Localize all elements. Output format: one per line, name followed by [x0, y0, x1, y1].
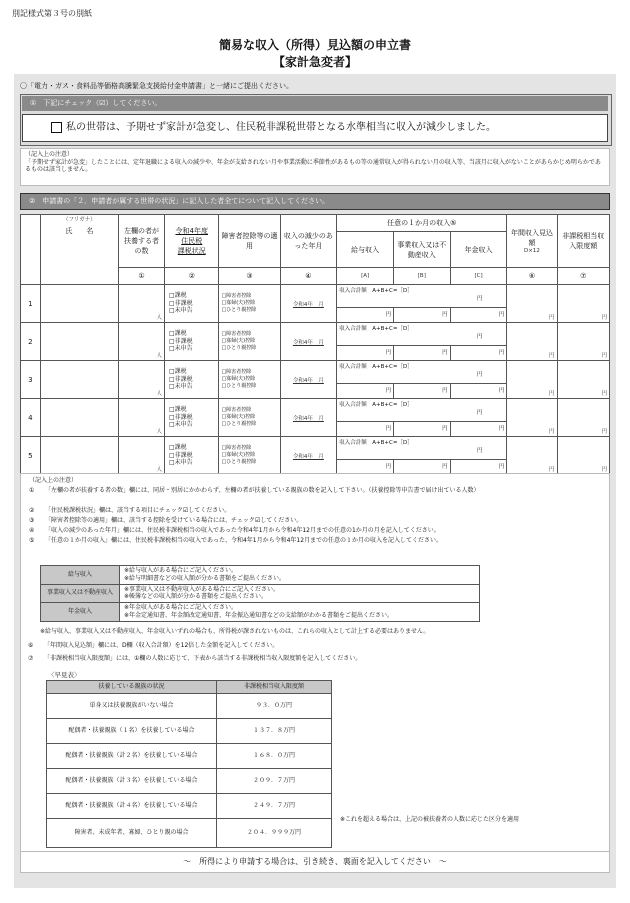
decrease-month-input[interactable]: 令和4年 月	[280, 323, 337, 361]
limit-input[interactable]: 円	[557, 361, 609, 399]
people-unit: 人	[156, 467, 162, 473]
people-unit: 人	[156, 353, 162, 359]
col-a: [A]	[337, 268, 394, 285]
note-item-1: ① 「左欄の者が扶養する者の数」欄には、同居・別居にかかわらず、左欄の者が扶養している親族の数を記入して下さい。（扶養控除等申告書で届け出ている人数）	[29, 487, 480, 494]
pension-header: 年金収入	[450, 232, 507, 268]
salary-header: 給与収入	[337, 232, 394, 268]
tax-status-options[interactable]: □課税 □非課税 □未申告	[164, 437, 219, 475]
row-number: 5	[21, 437, 41, 475]
dependents-input[interactable]	[119, 437, 165, 475]
circ-7: ⑦	[557, 268, 609, 285]
income-type-desc: ※給与収入がある場合にご記入ください。 ※給与明細書などの収入額が分かる書類をご提出ください。	[120, 566, 480, 585]
section1-statement-box	[22, 114, 608, 142]
quick-table-title: 〈早見表〉	[48, 671, 81, 679]
circ-6: ⑥	[507, 268, 557, 285]
income-total-label: 収入合計額 A+B+C=［D］	[339, 325, 413, 332]
people-unit: 人	[156, 391, 162, 397]
deduction-header: 障害者控除等の適用	[219, 215, 280, 268]
monthly-income-cell[interactable]: 収入合計額 A+B+C=［D］ 円 円 円 円	[337, 323, 507, 361]
monthly-income-cell[interactable]: 収入合計額 A+B+C=［D］ 円 円 円 円	[337, 285, 507, 323]
people-unit: 人	[156, 429, 162, 435]
quick-head-status: 扶養している親族の状況	[47, 681, 217, 694]
furigana-label: （フリガナ）	[63, 217, 96, 223]
section1-instruction: ① 下記にチェック（☑）してください。	[22, 96, 608, 111]
decrease-month-input[interactable]: 令和4年 月	[280, 399, 337, 437]
deduction-options[interactable]: □障害者控除 □寡婦(夫)控除 □ひとり親控除	[219, 437, 280, 475]
table-row	[21, 361, 610, 399]
income-type-table	[40, 565, 480, 622]
name-label: 氏 名	[65, 227, 94, 235]
limit-header: 非課税相当収入限度額	[557, 215, 609, 268]
name-input[interactable]	[40, 285, 119, 323]
table-row	[21, 285, 610, 323]
circ-4: ④	[280, 268, 337, 285]
decrease-month-input[interactable]: 令和4年 月	[280, 437, 337, 475]
income-type-label: 給与収入	[41, 566, 120, 585]
income-footnote: ※給与収入、事業収入又は不動産収入、年金収入いずれの場合も、所得税が課されないものは、これらの収入として計上する必要はありません。	[40, 628, 430, 635]
monthly-income-cell[interactable]: 収入合計額 A+B+C=［D］ 円 円 円 円	[337, 399, 507, 437]
annual-income-input[interactable]: 円	[507, 361, 557, 399]
circ-3: ③	[219, 268, 280, 285]
income-total-label: 収入合計額 A+B+C=［D］	[339, 287, 413, 294]
deduction-options[interactable]: □障害者控除 □寡婦(夫)控除 □ひとり親控除	[219, 361, 280, 399]
annual-income-header	[507, 215, 557, 268]
name-input[interactable]	[40, 399, 119, 437]
dependents-header: 左欄の者が扶養する者の数	[119, 215, 165, 268]
tax-status-options[interactable]: □課税 □非課税 □未申告	[164, 285, 219, 323]
deduction-options[interactable]: □障害者控除 □寡婦(夫)控除 □ひとり親控除	[219, 285, 280, 323]
form-id: 別記様式第３号の別紙	[12, 9, 92, 18]
tax-status-options[interactable]: □課税 □非課税 □未申告	[164, 323, 219, 361]
footer-note: ～ 所得により申請する場合は、引き続き、裏面を記入してください ～	[20, 851, 610, 873]
income-type-desc: ※年金収入がある場合にご記入ください。 ※年金定通知書、年金額改定通知書、年金振込通知書などの支給額がわかる書類をご提出ください。	[120, 603, 480, 622]
income-type-row	[41, 566, 480, 585]
quick-table-note: ※これを超える場合は、上記の被扶養者の人数に応じた区分を適用	[340, 816, 520, 823]
col-b: [B]	[393, 268, 450, 285]
note-item-7: ⑦ 「非課税相当収入限度額」には、①欄の人数に応じて、下表から該当する非課税相当収入限度額を記入してください。	[28, 655, 362, 662]
annual-income-label: 年間収入見込額	[510, 229, 553, 247]
quick-row: 単身又は扶養親族がいない場合 ９３．０万円	[47, 694, 332, 719]
quick-row: 配偶者・扶養親族（計２名）を扶養している場合 １６８．０万円	[47, 744, 332, 769]
row-number: 4	[21, 399, 41, 437]
income-type-desc: ※事業収入又は不動産収入がある場合にご記入ください。 ※帳簿などの収入額が分かる書類をご提出ください。	[120, 584, 480, 603]
note-item-6: ⑥ 「年間収入見込額」欄には、D欄（収入合計額）を12倍した金額を記入してください。	[28, 642, 279, 649]
notes2-heading: （記入上の注意）	[29, 477, 78, 484]
limit-input[interactable]: 円	[557, 399, 609, 437]
row-number: 1	[21, 285, 41, 323]
row-number: 3	[21, 361, 41, 399]
dependents-input[interactable]	[119, 285, 165, 323]
tax-status-options[interactable]: □課税 □非課税 □未申告	[164, 399, 219, 437]
income-total-label: 収入合計額 A+B+C=［D］	[339, 401, 413, 408]
table-body	[21, 285, 610, 475]
monthly-income-cell[interactable]: 収入合計額 A+B+C=［D］ 円 円 円 円	[337, 437, 507, 475]
name-input[interactable]	[40, 361, 119, 399]
col-c: [C]	[450, 268, 507, 285]
decrease-month-header: 収入の減少のあった年月	[280, 215, 337, 268]
circ-1: ①	[119, 268, 165, 285]
annual-income-input[interactable]: 円	[507, 399, 557, 437]
annual-income-input[interactable]: 円	[507, 323, 557, 361]
limit-input[interactable]: 円	[557, 437, 609, 475]
note-item-3: ③ 「障害者控除等の適用」欄は、該当する控除を受けている場合には、チェック☑してください。	[29, 517, 303, 524]
monthly-income-header: 任意の１か月の収入⑤	[337, 215, 507, 232]
annual-income-input[interactable]: 円	[507, 437, 557, 475]
note1-text: 「予期せず家計が急変」したことには、定年退職による収入の減少や、年金が支給されない月や事業活動に季節性があるもの等の通常収入が得られない月の収入等、当該月に収入がないことがあらかじめ明らかであるものは該当しません。	[25, 158, 601, 173]
income-type-row	[41, 603, 480, 622]
circ-2: ②	[164, 268, 219, 285]
household-table	[20, 214, 610, 475]
quick-row: 配偶者・扶養親族（計３名）を扶養している場合 ２０９．７万円	[47, 769, 332, 794]
deduction-options[interactable]: □障害者控除 □寡婦(夫)控除 □ひとり親控除	[219, 399, 280, 437]
quick-row: 障害者、未成年者、寡婦、ひとり親の場合 ２０４．９９９万円	[47, 819, 332, 848]
income-type-row	[41, 584, 480, 603]
tax-year-label: 令和4年度	[175, 227, 208, 235]
people-unit: 人	[156, 315, 162, 321]
form-title: 簡易な収入（所得）見込額の申立書	[218, 38, 411, 52]
dependents-input[interactable]	[119, 399, 165, 437]
income-type-label: 事業収入又は不動産収入	[41, 584, 120, 603]
quick-row: 配偶者・扶養親族（計４名）を扶養している場合 ２４９．７万円	[47, 794, 332, 819]
note-item-4: ④ 「収入の減少のあった年月」欄には、住民税非課税相当の収入であった令和4年1月から令和4年12月までの任意の1か月の月を記入してください。	[29, 527, 440, 534]
note1-heading: （記入上の注意）	[25, 151, 74, 158]
quick-reference-table	[46, 680, 332, 848]
row-number: 2	[21, 323, 41, 361]
quick-row: 配偶者・扶養親族（１名）を扶養している場合 １３７．８万円	[47, 719, 332, 744]
decrease-month-input[interactable]: 令和4年 月	[280, 285, 337, 323]
statement-checkbox[interactable]	[51, 122, 62, 133]
name-input[interactable]	[40, 323, 119, 361]
table-row	[21, 323, 610, 361]
section2-instruction: ② 申請書の「２．申請者が属する世帯の状況」に記入した者全てについて記入してください。	[20, 193, 610, 210]
note-item-2: ② 「住民税課税状況」欄は、該当する項目にチェック☑してください。	[29, 507, 231, 514]
dependents-input[interactable]	[119, 323, 165, 361]
row-num-header	[21, 215, 41, 285]
tax-status-options[interactable]: □課税 □非課税 □未申告	[164, 361, 219, 399]
tax-status-label: 課税状況	[177, 247, 206, 255]
annual-formula: D×12	[524, 248, 540, 254]
business-header: 事業収入又は不動産収入	[393, 232, 450, 268]
tax-status-header	[164, 215, 219, 268]
statement-text: 私の世帯は、予期せず家計が急変し、住民税非課税世帯となる水準相当に収入が減少しました。	[66, 122, 496, 133]
quick-head-limit: 非課税相当収入限度額	[217, 681, 332, 694]
form-subtitle: 【家計急変者】	[272, 55, 357, 69]
note-item-5: ⑤ 「任意の１か月の収入」欄には、住民税非課税相当の収入であった、令和4年1月から令和4年12月までの任意の１か月の収入を記入してください。	[29, 537, 443, 544]
submission-note: 〇「電力・ガス・食料品等価格高騰緊急支援給付金申請書」と一緒にご提出ください。	[20, 82, 293, 90]
income-total-label: 収入合計額 A+B+C=［D］	[339, 439, 413, 446]
monthly-income-cell[interactable]: 収入合計額 A+B+C=［D］ 円 円 円 円	[337, 361, 507, 399]
name-input[interactable]	[40, 437, 119, 475]
decrease-month-input[interactable]: 令和4年 月	[280, 361, 337, 399]
table-row	[21, 399, 610, 437]
resident-tax-label: 住民税	[181, 237, 203, 245]
deduction-options[interactable]: □障害者控除 □寡婦(夫)控除 □ひとり親控除	[219, 323, 280, 361]
note1-box	[20, 148, 610, 186]
annual-income-input[interactable]: 円	[507, 285, 557, 323]
name-header	[40, 215, 119, 285]
income-total-label: 収入合計額 A+B+C=［D］	[339, 363, 413, 370]
dependents-input[interactable]	[119, 361, 165, 399]
table-row	[21, 437, 610, 475]
income-type-label: 年金収入	[41, 603, 120, 622]
limit-input[interactable]: 円	[557, 323, 609, 361]
limit-input[interactable]: 円	[557, 285, 609, 323]
